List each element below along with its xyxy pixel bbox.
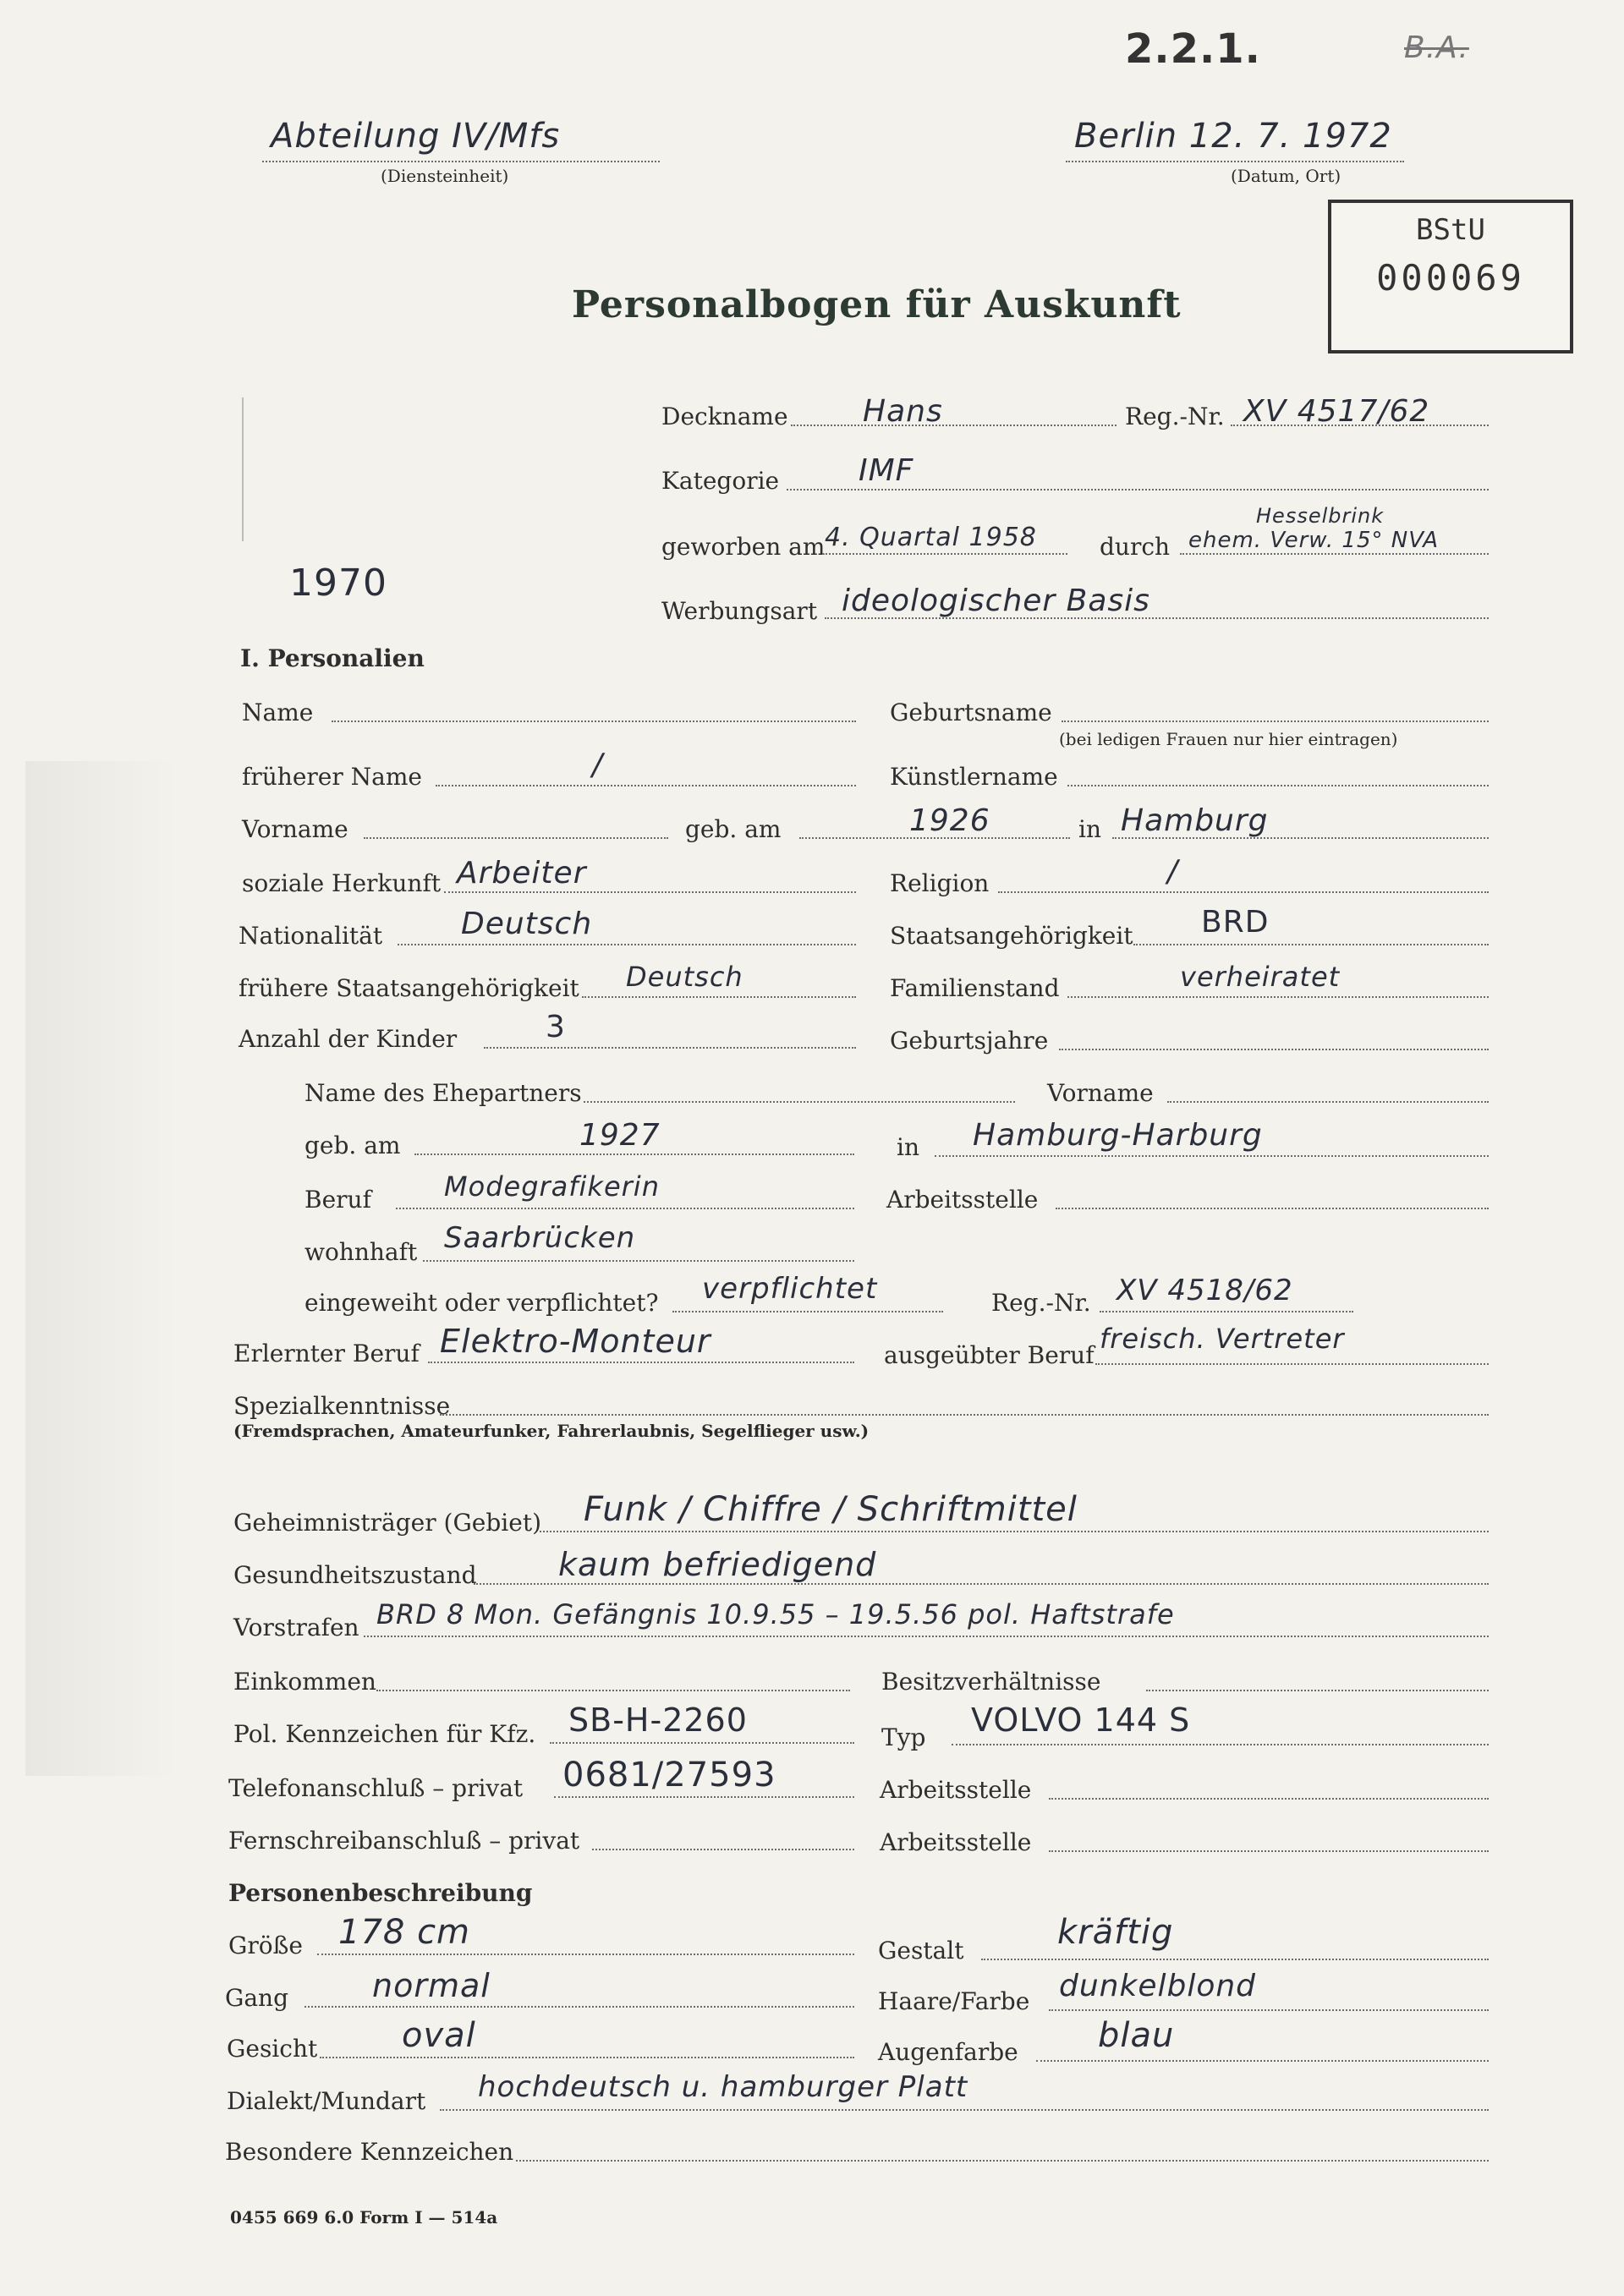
geburtsname-label: Geburtsname <box>890 699 1052 726</box>
spezial-note: (Fremdsprachen, Amateurfunker, Fahrerlaubnis, Segelflieger usw.) <box>233 1421 870 1441</box>
ehepartner-wohnhaft-label: wohnhaft <box>304 1238 418 1266</box>
archive-number: 2.2.1. <box>1125 25 1261 73</box>
durch-value-1: Hesselbrink <box>1256 504 1385 528</box>
telefon-label: Telefonanschluß – privat <box>228 1774 524 1802</box>
augen-label: Augenfarbe <box>878 2038 1018 2066</box>
year-note: 1970 <box>289 562 387 605</box>
ehepartner-regnr-label: Reg.-Nr. <box>991 1289 1091 1317</box>
werbungsart-label: Werbungsart <box>661 597 818 625</box>
ehepartner-geb-label: geb. am <box>304 1132 401 1159</box>
scan-shadow <box>25 761 178 1776</box>
kinder-value: 3 <box>546 1010 566 1044</box>
geworben-label: geworben am <box>661 533 826 561</box>
eingeweiht-value: verpflichtet <box>702 1272 878 1306</box>
fr-staatsang-value: Deutsch <box>626 961 743 993</box>
dialekt-value: hochdeutsch u. hamburger Platt <box>478 2070 968 2104</box>
deckname-value: Hans <box>863 394 943 429</box>
page-title: Personalbogen für Auskunft <box>572 283 1182 326</box>
groesse-value: 178 cm <box>338 1913 471 1952</box>
stamp-number: 000069 <box>1376 257 1525 299</box>
fr-staatsang-label: frühere Staatsangehörigkeit <box>239 974 579 1002</box>
ehepartner-ort-value: Hamburg-Harburg <box>973 1118 1263 1153</box>
geb-am-label: geb. am <box>685 815 782 843</box>
fernschreib-label: Fernschreibanschluß – privat <box>228 1827 580 1855</box>
deckname-label: Deckname <box>661 403 788 430</box>
haare-label: Haare/Farbe <box>878 1987 1030 2015</box>
gang-value: normal <box>372 1967 491 2004</box>
erlernt-label: Erlernter Beruf <box>233 1340 420 1367</box>
ehepartner-name-label: Name des Ehepartners <box>304 1079 582 1107</box>
geburtsjahre-label: Geburtsjahre <box>890 1027 1049 1055</box>
spezial-label: Spezialkenntnisse <box>233 1392 451 1420</box>
frueherer-name-value: / <box>592 748 604 782</box>
durch-label: durch <box>1100 533 1171 561</box>
vorstrafen-label: Vorstrafen <box>233 1614 359 1641</box>
form-code: 0455 669 6.0 Form I — 514a <box>230 2207 498 2228</box>
typ-value: VOLVO 144 S <box>971 1701 1191 1739</box>
arbeitsstelle2-label: Arbeitsstelle <box>880 1828 1032 1856</box>
nationalitaet-value: Deutsch <box>461 907 593 941</box>
familienstand-label: Familienstand <box>890 974 1060 1002</box>
gesundheit-label: Gesundheitszustand <box>233 1561 477 1589</box>
ehepartner-in-label: in <box>897 1133 919 1161</box>
gesicht-label: Gesicht <box>227 2035 318 2063</box>
vorname-label: Vorname <box>242 815 348 843</box>
geworben-value: 4. Quartal 1958 <box>825 523 1037 552</box>
kuenstlername-label: Künstlername <box>890 763 1058 791</box>
gesicht-value: oval <box>402 2016 476 2055</box>
religion-label: Religion <box>890 869 990 897</box>
einkommen-label: Einkommen <box>233 1668 376 1696</box>
place-date-value: Berlin 12. 7. 1972 <box>1074 117 1392 156</box>
augen-value: blau <box>1098 2016 1175 2055</box>
frueherer-name-label: früherer Name <box>242 763 422 791</box>
kfz-value: SB-H-2260 <box>568 1701 748 1739</box>
ehepartner-beruf-value: Modegrafikerin <box>444 1170 660 1203</box>
unit-value: Abteilung IV/Mfs <box>271 117 561 156</box>
personalien-title: I. Personalien <box>240 644 425 672</box>
gang-label: Gang <box>225 1984 289 2012</box>
geheim-label: Geheimnisträger (Gebiet) <box>233 1509 541 1537</box>
scan-edge-line <box>242 397 244 541</box>
typ-label: Typ <box>881 1723 926 1751</box>
corner-mark: B.A. <box>1404 30 1469 65</box>
geheim-value: Funk / Chiffre / Schriftmittel <box>584 1490 1078 1529</box>
bstu-stamp <box>1328 200 1573 353</box>
haare-value: dunkelblond <box>1059 1969 1257 2003</box>
eingeweiht-label: eingeweiht oder verpflichtet? <box>304 1289 659 1317</box>
ehepartner-regnr-value: XV 4518/62 <box>1116 1274 1293 1307</box>
ausgeuebt-value: freisch. Vertreter <box>1100 1323 1345 1355</box>
durch-value-2: ehem. Verw. 15° NVA <box>1188 528 1440 553</box>
gestalt-value: kräftig <box>1057 1913 1174 1952</box>
staatsang-value: BRD <box>1201 905 1270 940</box>
unit-caption: (Diensteinheit) <box>381 166 509 186</box>
groesse-label: Größe <box>228 1932 303 1959</box>
regnr-label: Reg.-Nr. <box>1125 403 1225 430</box>
telefon-value: 0681/27593 <box>562 1756 776 1795</box>
kategorie-value: IMF <box>859 453 914 488</box>
herkunft-value: Arbeiter <box>457 856 587 890</box>
werbungsart-value: ideologischer Basis <box>842 584 1150 618</box>
vorstrafen-value: BRD 8 Mon. Gefängnis 10.9.55 – 19.5.56 pol. Haftstrafe <box>376 1598 1175 1630</box>
familienstand-value: verheiratet <box>1180 961 1341 993</box>
geburtsort-in-label: in <box>1078 815 1101 843</box>
ehepartner-beruf-label: Beruf <box>304 1186 371 1214</box>
place-date-caption: (Datum, Ort) <box>1231 166 1341 186</box>
gestalt-label: Gestalt <box>878 1937 964 1964</box>
kennzeichen-label: Besondere Kennzeichen <box>225 2138 514 2166</box>
beschreibung-title: Personenbeschreibung <box>228 1879 533 1907</box>
arbeitsstelle1-label: Arbeitsstelle <box>880 1776 1032 1804</box>
kfz-label: Pol. Kennzeichen für Kfz. <box>233 1720 536 1748</box>
nationalitaet-label: Nationalität <box>239 922 383 950</box>
ausgeuebt-label: ausgeübter Beruf <box>884 1341 1095 1369</box>
ehepartner-wohnhaft-value: Saarbrücken <box>444 1221 636 1255</box>
geb-am-value: 1926 <box>909 803 990 838</box>
stamp-label: BStU <box>1416 213 1485 247</box>
herkunft-label: soziale Herkunft <box>242 869 442 897</box>
name-label: Name <box>242 699 314 726</box>
regnr-value: XV 4517/62 <box>1243 394 1430 429</box>
kinder-label: Anzahl der Kinder <box>239 1025 458 1053</box>
dialekt-label: Dialekt/Mundart <box>227 2087 426 2115</box>
geburtsname-note: (bei ledigen Frauen nur hier eintragen) <box>1059 729 1398 749</box>
kategorie-label: Kategorie <box>661 467 780 495</box>
besitz-label: Besitzverhältnisse <box>881 1668 1101 1696</box>
ehepartner-arbeitsstelle-label: Arbeitsstelle <box>886 1186 1039 1214</box>
gesundheit-value: kaum befriedigend <box>558 1546 877 1583</box>
ehepartner-geb-value: 1927 <box>579 1118 661 1153</box>
religion-value: / <box>1167 854 1179 889</box>
staatsang-label: Staatsangehörigkeit <box>890 922 1133 950</box>
geburtsort-value: Hamburg <box>1121 803 1269 838</box>
erlernt-value: Elektro-Monteur <box>440 1323 711 1360</box>
ehepartner-vorname-label: Vorname <box>1047 1079 1154 1107</box>
